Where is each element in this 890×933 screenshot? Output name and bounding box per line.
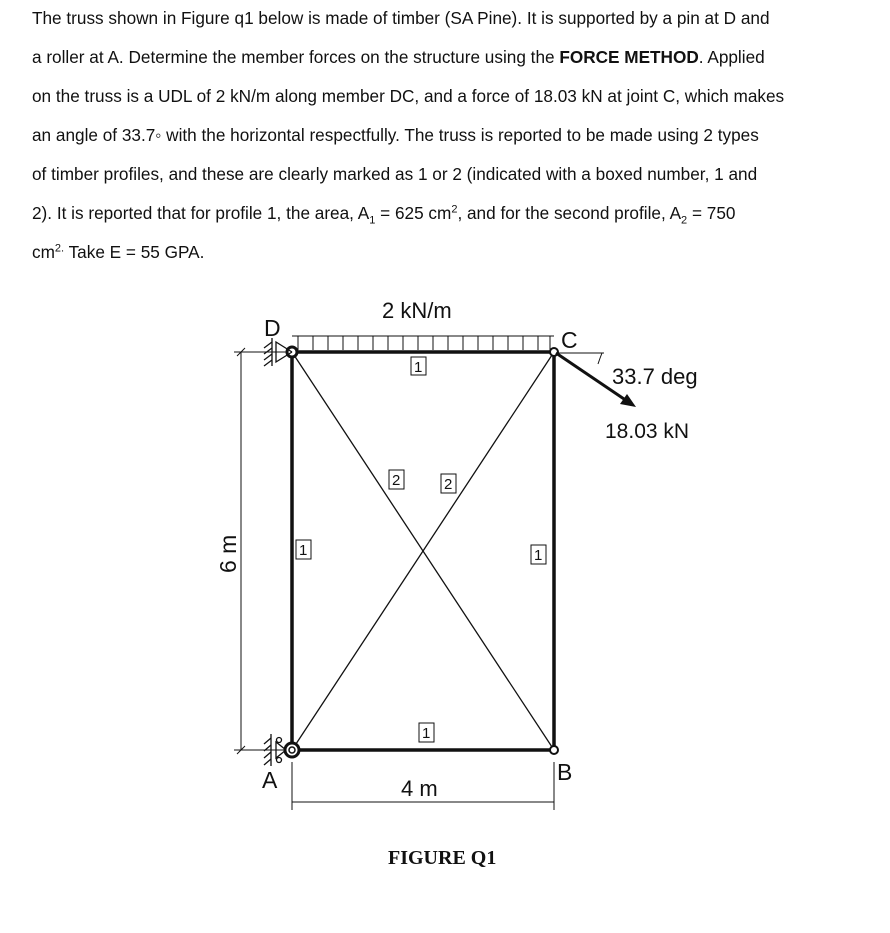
angle-arc — [598, 353, 602, 364]
joint-c-label: C — [561, 327, 578, 353]
udl-arrows — [298, 336, 550, 350]
force-arrowhead-icon — [620, 394, 636, 407]
width-label: 4 m — [401, 776, 438, 801]
area-a2-label: , and for the second profile, A — [457, 203, 682, 223]
joint-d-label: D — [264, 315, 281, 341]
area-a2-unit-exponent: 2. — [54, 242, 65, 255]
modulus-statement: Take E = 55 GPA. — [64, 242, 205, 262]
problem-line-2-end: . Applied — [698, 47, 765, 67]
joint-b-node — [550, 746, 558, 754]
profile-top-number: 1 — [414, 359, 423, 376]
joint-a-label: A — [262, 767, 278, 793]
force-magnitude-label: 18.03 kN — [605, 420, 690, 443]
area-a2-subscript: 2 — [681, 214, 688, 227]
profile-bottom-number: 1 — [422, 725, 431, 742]
figure-caption: FIGURE Q1 — [388, 847, 497, 869]
height-label: 6 m — [215, 534, 241, 573]
force-method-emphasis: FORCE METHOD — [559, 47, 699, 67]
profile-box-bottom — [419, 723, 434, 742]
area-a2-value: = 750 — [687, 203, 736, 223]
problem-line-4: an angle of 33.7◦ with the horizontal respectfully. The truss is reported to be made using 2 types — [32, 125, 759, 145]
profile-box-diag-left — [389, 470, 404, 489]
area-a1-value: = 625 cm — [375, 203, 452, 223]
area-a1-label: 2). It is reported that for profile 1, the area, A — [32, 203, 370, 223]
profile-right-number: 1 — [534, 547, 543, 564]
profile-box-diag-right — [441, 474, 456, 493]
profile-diag-left-number: 2 — [392, 472, 401, 489]
problem-line-3: on the truss is a UDL of 2 kN/m along member DC, and a force of 18.03 kN at joint C, which makes — [32, 86, 785, 106]
profile-box-top — [411, 357, 426, 376]
joint-b-label: B — [557, 759, 573, 785]
profile-diag-right-number: 2 — [444, 476, 453, 493]
area-a1-unit-exponent: 2 — [451, 203, 458, 216]
area-a1-subscript: 1 — [369, 214, 376, 227]
profile-box-left — [296, 540, 311, 559]
force-angle-label: 33.7 deg — [612, 364, 698, 389]
height-dimension — [234, 348, 286, 754]
problem-line-2-text: a roller at A. Determine the member forces on the structure using the — [32, 47, 555, 67]
profile-box-right — [531, 545, 546, 564]
area-a2-unit: cm — [32, 242, 55, 262]
joint-a-roller — [285, 743, 299, 757]
udl-label: 2 kN/m — [382, 298, 452, 323]
profile-left-number: 1 — [299, 542, 308, 559]
udl-load — [292, 336, 554, 350]
problem-line-1: The truss shown in Figure q1 below is made of timber (SA Pine). It is supported by a pin at D and — [32, 8, 770, 28]
problem-line-5: of timber profiles, and these are clearly marked as 1 or 2 (indicated with a boxed number, 1 and — [32, 164, 758, 184]
